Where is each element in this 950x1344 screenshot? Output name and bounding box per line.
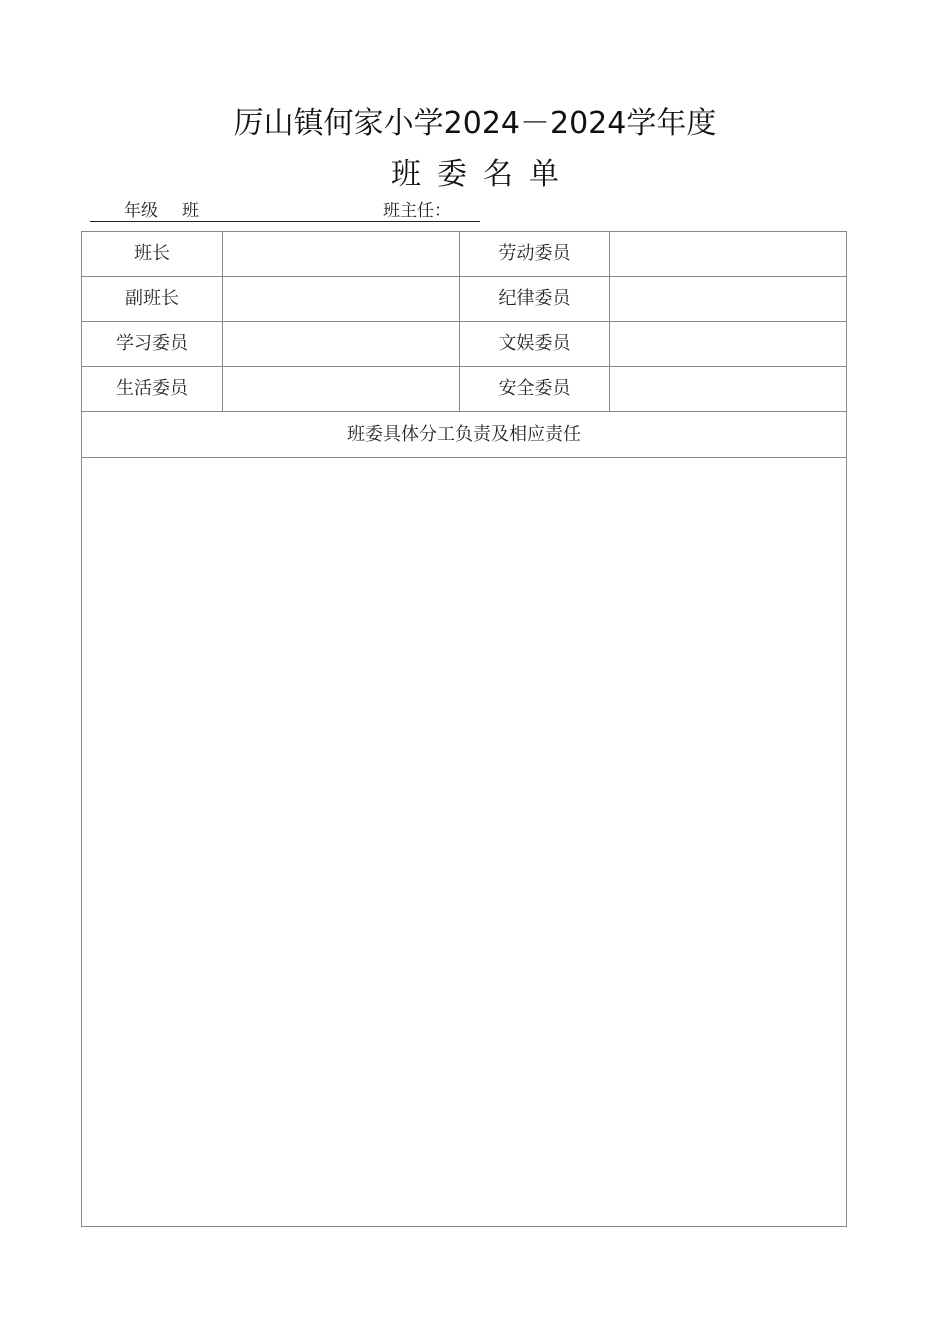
class-info-line [90, 199, 480, 223]
name-cell[interactable] [223, 232, 460, 276]
head-teacher-label: 班主任： [383, 201, 451, 221]
grade-label: 年级 [124, 201, 158, 221]
role-cell: 安全委员 [460, 367, 610, 411]
role-cell: 纪律委员 [460, 277, 610, 321]
info-underline [90, 221, 480, 222]
name-cell[interactable] [223, 367, 460, 411]
class-committee-table [81, 231, 847, 1227]
duties-header: 班委具体分工负责及相应责任 [82, 413, 846, 458]
role-cell: 文娱委员 [460, 322, 610, 366]
role-cell: 学习委员 [82, 322, 223, 366]
table-row [82, 322, 846, 367]
name-cell[interactable] [610, 322, 846, 366]
table-row [82, 367, 846, 412]
document-subtitle: 班委名单 [391, 157, 575, 192]
role-cell: 副班长 [82, 277, 223, 321]
role-cell: 班长 [82, 232, 223, 276]
name-cell[interactable] [610, 367, 846, 411]
table-row [82, 232, 846, 277]
role-cell: 生活委员 [82, 367, 223, 411]
role-cell: 劳动委员 [460, 232, 610, 276]
name-cell[interactable] [223, 322, 460, 366]
table-row [82, 277, 846, 322]
duties-area[interactable] [82, 458, 846, 1226]
document-title: 厉山镇何家小学2024－2024学年度 [233, 106, 717, 141]
name-cell[interactable] [610, 277, 846, 321]
name-cell[interactable] [223, 277, 460, 321]
class-label: 班 [182, 201, 199, 221]
name-cell[interactable] [610, 232, 846, 276]
